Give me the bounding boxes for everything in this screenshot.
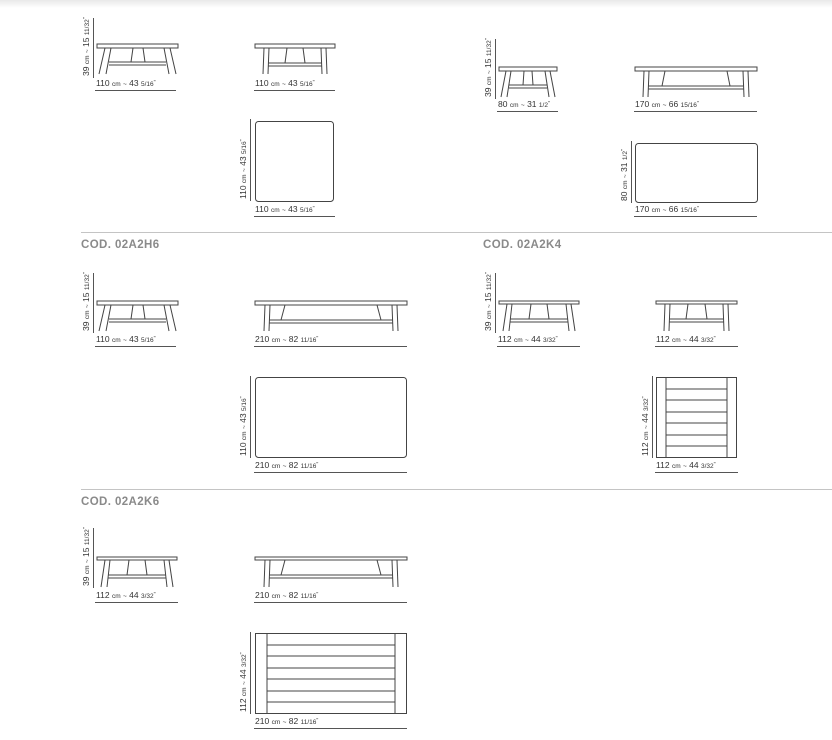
width-dimension: 110 cm ~ 43 5/16"	[95, 78, 176, 91]
section-code: COD. 02A2K6	[81, 496, 160, 508]
width-dimension: 210 cm ~ 82 11/16"	[254, 334, 407, 347]
section-code: COD. 02A2H6	[81, 239, 160, 251]
height-dimension: 39 cm ~ 15 11/32"	[81, 528, 94, 588]
height-dimension: 39 cm ~ 15 11/32"	[81, 273, 94, 333]
section-divider	[81, 489, 832, 490]
width-dimension: 110 cm ~ 43 5/16"	[254, 78, 335, 91]
width-dimension: 112 cm ~ 44 3/32"	[95, 590, 178, 603]
width-dimension: 112 cm ~ 44 3/32"	[655, 460, 738, 473]
width-dimension: 210 cm ~ 82 11/16"	[254, 460, 407, 473]
width-dimension: 110 cm ~ 43 5/16"	[254, 204, 335, 217]
width-dimension: 170 cm ~ 66 15/16"	[634, 204, 757, 217]
width-dimension: 210 cm ~ 82 11/16"	[254, 590, 407, 603]
width-dimension: 170 cm ~ 66 15/16"	[634, 99, 757, 112]
width-dimension: 80 cm ~ 31 1/2"	[497, 99, 558, 112]
width-dimension: 110 cm ~ 43 5/16"	[95, 334, 176, 347]
section-divider	[81, 232, 832, 233]
depth-dimension: 110 cm ~ 43 5/16"	[238, 376, 251, 458]
depth-dimension: 112 cm ~ 44 3/32"	[640, 376, 653, 458]
depth-dimension: 110 cm ~ 43 5/16"	[238, 119, 251, 201]
depth-dimension: 80 cm ~ 31 1/2"	[619, 141, 632, 203]
width-dimension: 210 cm ~ 82 11/16"	[254, 716, 407, 729]
height-dimension: 39 cm ~ 15 11/32"	[483, 39, 496, 99]
width-dimension: 112 cm ~ 44 3/32"	[655, 334, 738, 347]
height-dimension: 39 cm ~ 15 11/32"	[81, 18, 94, 78]
section-code: COD. 02A2K4	[483, 239, 562, 251]
width-dimension: 112 cm ~ 44 3/32"	[497, 334, 580, 347]
height-dimension: 39 cm ~ 15 11/32"	[483, 273, 496, 333]
depth-dimension: 112 cm ~ 44 3/32"	[238, 632, 251, 714]
top-shadow	[0, 0, 832, 8]
